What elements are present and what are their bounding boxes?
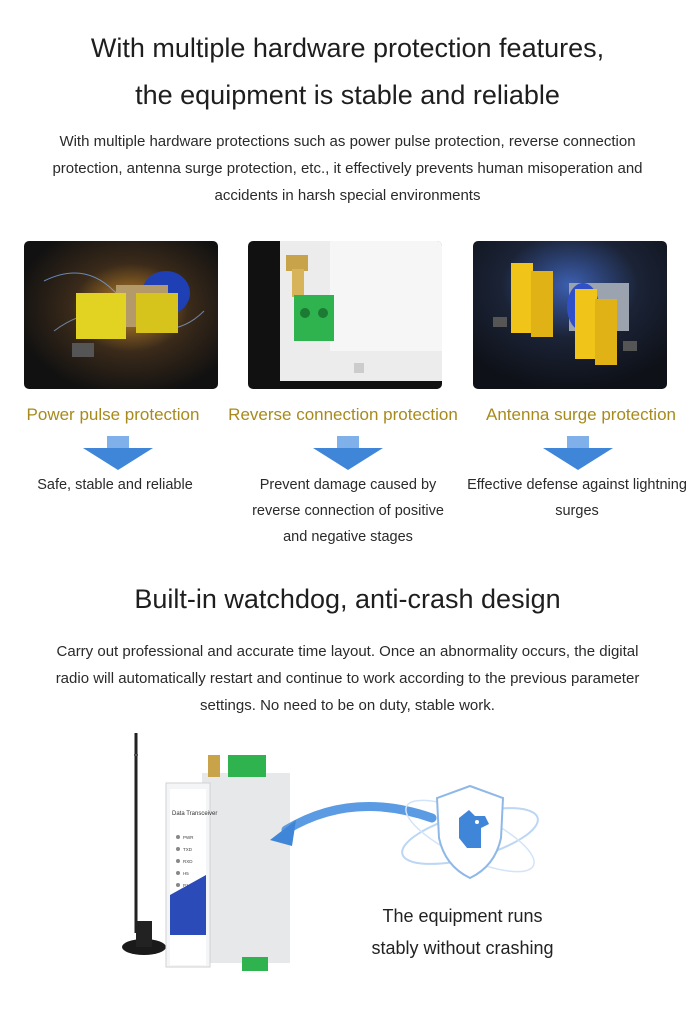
section2-description: Carry out professional and accurate time layout. Once an abnormality occurs, the digital radio will automatically restart and continue to work according to the previous parameter settings. No need to be on duty, stable work. (55, 643, 640, 714)
section1-description: With multiple hardware protections such as power pulse protection, reverse connection protection, antenna surge protection, etc., it effectively prevents human misoperation and accidents in harsh special environments (52, 133, 643, 204)
feature-title-antenna-surge: Antenna surge protection (486, 405, 676, 424)
reverse-connection-image (248, 241, 442, 389)
section1-title-line2: the equipment is stable and reliable (135, 80, 560, 110)
antenna-surge-image (473, 241, 667, 389)
device-label: Data Transceiver (172, 811, 218, 817)
led-label: TXD (183, 847, 192, 852)
shield-dog-icon (395, 778, 545, 888)
power-pulse-image (24, 241, 218, 389)
down-arrow-icon (543, 436, 613, 470)
down-arrow-icon (83, 436, 153, 470)
feature-desc-power-pulse: Safe, stable and reliable (37, 477, 193, 493)
down-arrow-icon (313, 436, 383, 470)
led-label: PWR (183, 835, 194, 840)
caption-line1: The equipment runs (382, 906, 543, 926)
caption-line2: stably without crashing (371, 938, 554, 958)
led-label: RXD (183, 859, 193, 864)
feature-desc-antenna-surge: Effective defense against lightning surges (467, 477, 687, 519)
feature-desc-reverse-connection: Prevent damage caused by reverse connection of positive and negative stages (252, 477, 444, 545)
led-label: H5 (183, 871, 189, 876)
led-label: P1 (183, 883, 189, 888)
feature-title-reverse-connection: Reverse connection protection (228, 405, 458, 424)
feature-title-power-pulse: Power pulse protection (26, 405, 200, 424)
section2-title: Built-in watchdog, anti-crash design (134, 584, 561, 614)
section1-title-line1: With multiple hardware protection features, (90, 33, 605, 63)
